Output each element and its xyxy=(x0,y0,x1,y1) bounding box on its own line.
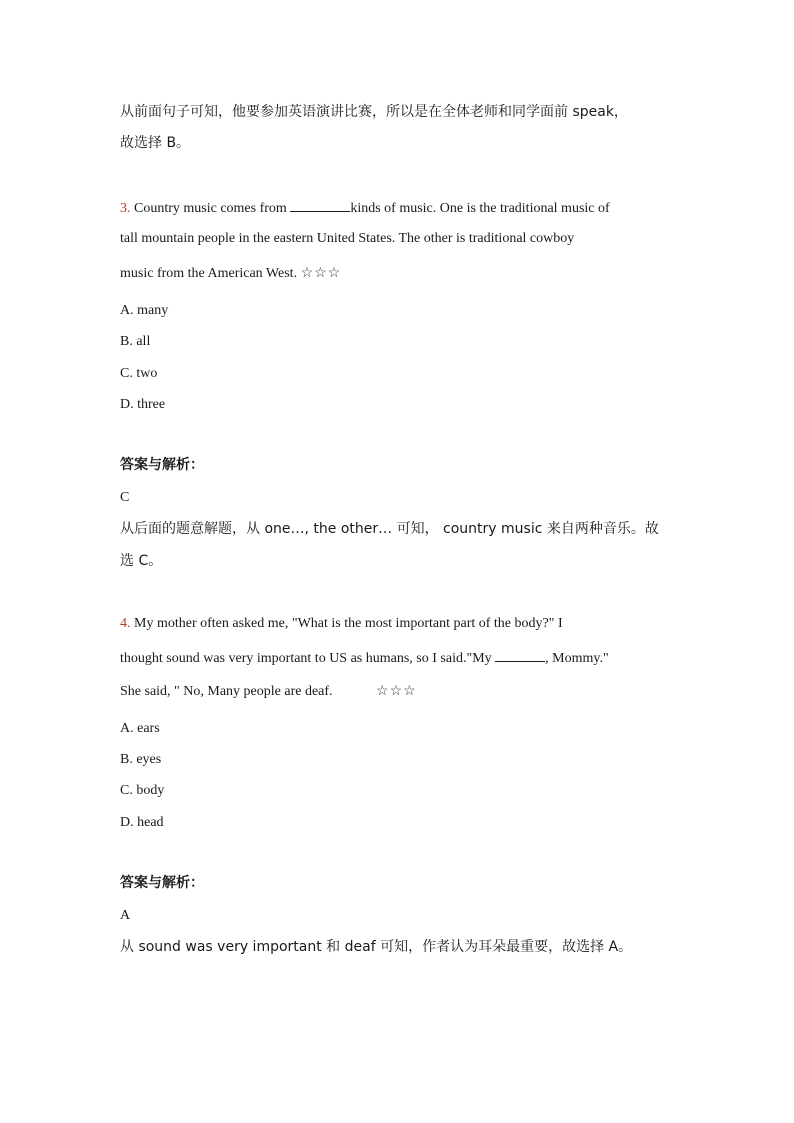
q3-option-c: C. two xyxy=(120,366,158,381)
q4-analysis-line: 从 sound was very important 和 deaf 可知，作者认为耳朵最重要，故选择 A。 xyxy=(120,939,633,955)
q3-stem-part-1: Country music comes from xyxy=(130,201,291,216)
q4-stem-line-3 xyxy=(120,682,680,702)
q2-analysis-line-2: 故选择 B。 xyxy=(120,135,191,151)
q3-answer: C xyxy=(120,490,130,505)
q3-analysis-line-2: 选 C。 xyxy=(120,553,163,569)
q3-stem-line-1 xyxy=(120,197,680,219)
q4-stem-line-1 xyxy=(120,614,680,634)
q4-number: 4. xyxy=(120,616,131,631)
q4-stem-line-2 xyxy=(120,647,680,669)
q4-option-d: D. head xyxy=(120,815,164,830)
q4-answer: A xyxy=(120,908,131,923)
q4-stem-part-4: She said, " No, Many people are deaf. xyxy=(120,684,333,699)
q3-option-b: B. all xyxy=(120,334,151,349)
q3-option-d: D. three xyxy=(120,397,166,412)
q3-stem-part-3: music from the American West. xyxy=(120,266,298,281)
q4-stem-part-1: My mother often asked me, "What is the most important part of the body?" I xyxy=(130,616,563,631)
q3-stem-line-3 xyxy=(120,264,680,284)
q3-answer-heading: 答案与解析： xyxy=(120,457,204,473)
q3-stem-line-2: tall mountain people in the eastern United States. The other is traditional cowboy xyxy=(120,231,575,246)
q3-number: 3. xyxy=(120,201,131,216)
q4-answer-heading: 答案与解析： xyxy=(120,875,204,891)
q4-option-c: C. body xyxy=(120,783,165,798)
q3-blank xyxy=(290,197,350,212)
q4-stem-part-2: thought sound was very important to US as humans, so I said."My xyxy=(120,651,496,666)
q4-option-a: A. ears xyxy=(120,721,160,736)
q4-stem-part-3: , Mommy." xyxy=(545,651,609,666)
q4-option-b: B. eyes xyxy=(120,752,162,767)
q3-analysis-line-1: 从后面的题意解题，从 one…, the other… 可知， country music 来自两种音乐。故 xyxy=(120,521,659,537)
q3-option-a: A. many xyxy=(120,303,169,318)
q3-difficulty-stars-icon: ☆☆☆ xyxy=(300,266,342,281)
q4-difficulty-stars-icon: ☆☆☆ xyxy=(376,684,417,699)
q4-blank xyxy=(495,647,545,662)
q2-analysis-line-1: 从前面句子可知，他要参加英语演讲比赛，所以是在全体老师和同学面前 speak， xyxy=(120,104,628,120)
q3-stem-part-2: kinds of music. One is the traditional music of xyxy=(350,201,610,216)
